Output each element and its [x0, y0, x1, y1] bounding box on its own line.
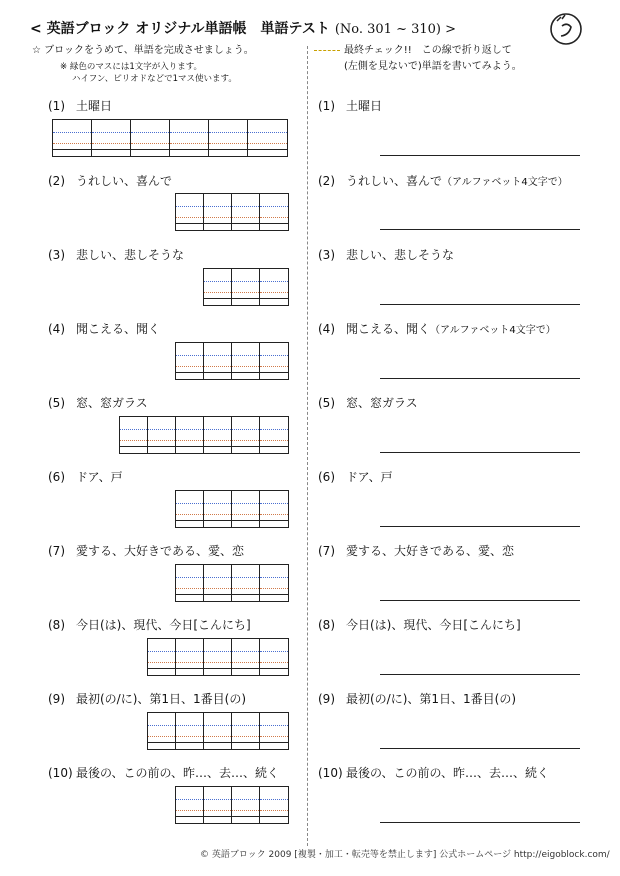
left-question-3: (3) 悲しい、悲しそうな — [48, 248, 185, 262]
right-question-6: (6) ドア、戸 — [318, 470, 393, 484]
spelling-grid-5[interactable] — [119, 416, 289, 454]
left-question-1: (1) 土曜日 — [48, 99, 113, 113]
spelling-grid-7[interactable] — [175, 564, 289, 602]
answer-line-6[interactable] — [380, 526, 580, 527]
answer-line-4[interactable] — [380, 378, 580, 379]
right-question-9: (9) 最初(の/に)、第1日、1番目(の) — [318, 692, 517, 706]
fold-line — [307, 46, 308, 846]
title-range: (No. 301 ~ 310) > — [334, 22, 457, 37]
left-question-10: (10) 最後の、この前の、昨…、去…、続く — [48, 766, 280, 780]
fold-line-sample — [314, 50, 340, 51]
left-question-9: (9) 最初(の/に)、第1日、1番目(の) — [48, 692, 247, 706]
answer-line-8[interactable] — [380, 674, 580, 675]
logo-icon — [548, 12, 584, 46]
page-title — [30, 18, 456, 38]
right-question-2: (2) うれしい、喜んで（アルファベット4文字で） — [318, 174, 568, 188]
right-question-1: (1) 土曜日 — [318, 99, 383, 113]
spelling-grid-4[interactable] — [175, 342, 289, 380]
left-question-8: (8) 今日(は)、現代、今日[こんにち] — [48, 618, 251, 632]
left-instruction-2: ※ 緑色のマスには1文字が入ります。 — [60, 62, 203, 72]
left-question-5: (5) 窓、窓ガラス — [48, 396, 148, 410]
answer-line-7[interactable] — [380, 600, 580, 601]
answer-line-2[interactable] — [380, 229, 580, 230]
spelling-grid-3[interactable] — [203, 268, 289, 306]
spelling-grid-10[interactable] — [175, 786, 289, 824]
spelling-grid-9[interactable] — [147, 712, 289, 750]
footer-copyright: © 英語ブロック 2009 [複製・加工・転売等を禁止します] 公式ホームページ http://eigoblock.com/ — [200, 850, 610, 860]
right-question-3: (3) 悲しい、悲しそうな — [318, 248, 455, 262]
left-question-6: (6) ドア、戸 — [48, 470, 123, 484]
left-instruction-3: ハイフン、ピリオドなどで1マス使います。 — [72, 74, 237, 84]
right-question-4: (4) 聞こえる、聞く（アルファベット4文字で） — [318, 322, 556, 336]
answer-line-1[interactable] — [380, 155, 580, 156]
right-question-10: (10) 最後の、この前の、昨…、去…、続く — [318, 766, 550, 780]
spelling-grid-1[interactable] — [52, 119, 288, 157]
right-instruction-1: 最終チェック!! この線で折り返して — [314, 44, 512, 57]
spelling-grid-8[interactable] — [147, 638, 289, 676]
left-question-2: (2) うれしい、喜んで — [48, 174, 173, 188]
left-question-4: (4) 聞こえる、聞く — [48, 322, 161, 336]
spelling-grid-2[interactable] — [175, 193, 289, 231]
right-instruction-2: (左側を見ないで)単語を書いてみよう。 — [344, 61, 522, 72]
answer-line-3[interactable] — [380, 304, 580, 305]
right-question-8: (8) 今日(は)、現代、今日[こんにち] — [318, 618, 521, 632]
right-question-7: (7) 愛する、大好きである、愛、恋 — [318, 544, 515, 558]
left-instruction-1: ☆ ブロックをうめて、単語を完成させましょう。 — [32, 45, 254, 56]
title-text: < 英語ブロック オリジナル単語帳 単語テスト — [30, 21, 330, 37]
answer-line-10[interactable] — [380, 822, 580, 823]
right-question-5: (5) 窓、窓ガラス — [318, 396, 418, 410]
left-question-7: (7) 愛する、大好きである、愛、恋 — [48, 544, 245, 558]
spelling-grid-6[interactable] — [175, 490, 289, 528]
answer-line-9[interactable] — [380, 748, 580, 749]
answer-line-5[interactable] — [380, 452, 580, 453]
